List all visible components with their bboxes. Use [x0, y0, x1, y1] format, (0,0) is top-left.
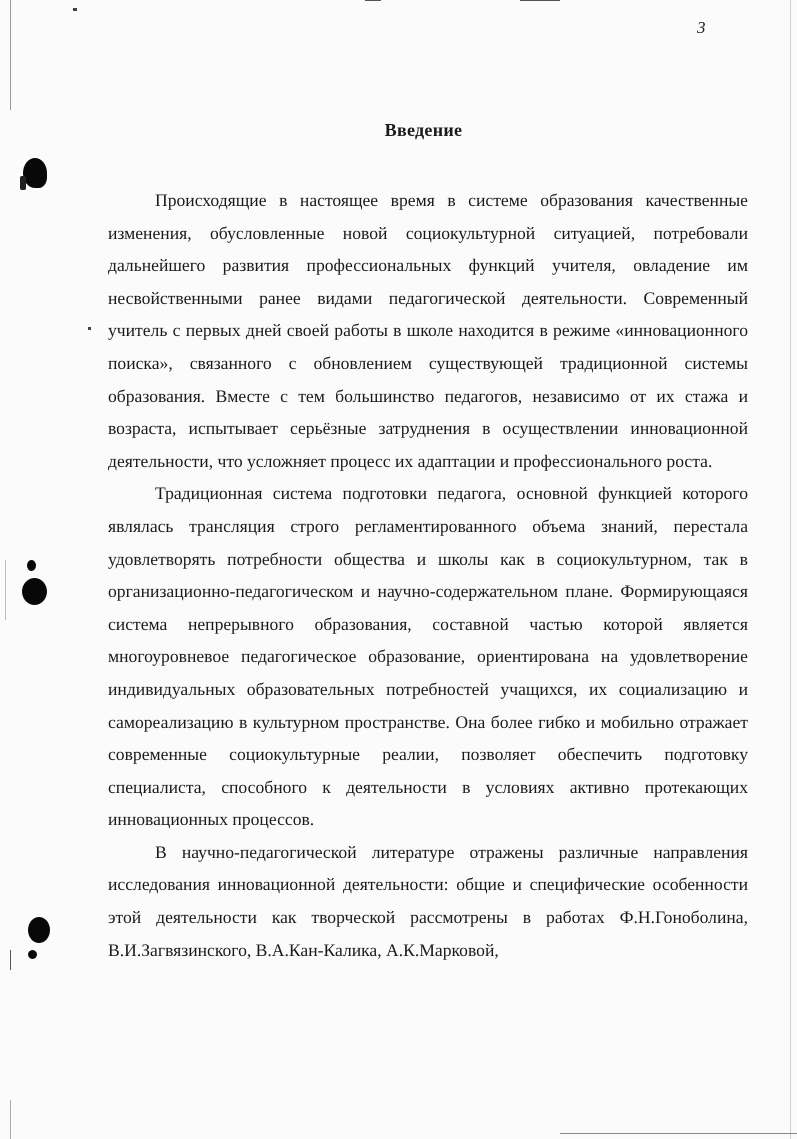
- scan-left-edge-line: [10, 0, 11, 110]
- punch-hole-middle: [22, 578, 47, 605]
- punch-hole-small: [27, 560, 36, 571]
- scan-top-edge-line: [365, 0, 381, 1]
- scan-left-edge-line: [5, 560, 6, 620]
- punch-hole-tail: [20, 176, 26, 190]
- scan-right-edge-line: [790, 0, 791, 1139]
- paragraph: Традиционная система подготовки педагога, основной функцией которого являлась трансляция строго регламентированного объема знаний, перестала удовлетворять потребности общества и школы как в социокультурном, так в организационно-педагогическом и научно-содержательном плане. Формирующаяся система непрерывного образования, составной частью которой является многоуровневое педагогическое образование, ориентирована на удовлетворение индивидуальных образовательных потребностей учащихся, их социализацию и самореализацию в культурном пространстве. Она более гибко и мобильно отражает современные социокультурные реалии, позволяет обеспечить подготовку специалиста, способного к деятельности в условиях активно протекающих инновационных процессов.: [108, 483, 748, 830]
- punch-hole-small: [28, 950, 37, 959]
- scan-mark: [88, 327, 91, 330]
- punch-hole-top: [23, 158, 47, 188]
- section-title: Введение: [384, 120, 463, 140]
- scan-mark: [73, 8, 77, 11]
- punch-hole-bottom: [28, 917, 50, 943]
- page-number: 3: [697, 18, 706, 37]
- scan-left-edge-line: [10, 1100, 11, 1139]
- paragraph: Происходящие в настоящее время в системе образования качественные изменения, обусловленные новой социокультурной ситуацией, потребовали дальнейшего развития профессиональных функций учителя, овладение им несвойственными ранее видами педагогической деятельности. Современный учитель с первых дней своей работы в школе находится в режиме «инновационного поиска», связанного с обновлением существующей традиционной системы образования. Вместе с тем большинство педагогов, независимо от их стажа и возраста, испытывает серьёзные затруднения в осуществлении инновационной деятельности, что усложняет процесс их адаптации и профессионального роста.: [108, 190, 748, 471]
- paragraph: В научно-педагогической литературе отражены различные направления исследования инновационной деятельности: общие и специфические особенности этой деятельности как творческой рассмотрены в работах Ф.Н.Гоноболина, В.И.Загвязинского, В.А.Кан-Калика, А.К.Марковой,: [108, 841, 748, 960]
- body-text: [108, 184, 748, 966]
- scan-top-edge-line: [520, 0, 560, 1]
- scan-bottom-edge-line: [560, 1133, 797, 1134]
- scan-left-edge-line: [10, 950, 11, 970]
